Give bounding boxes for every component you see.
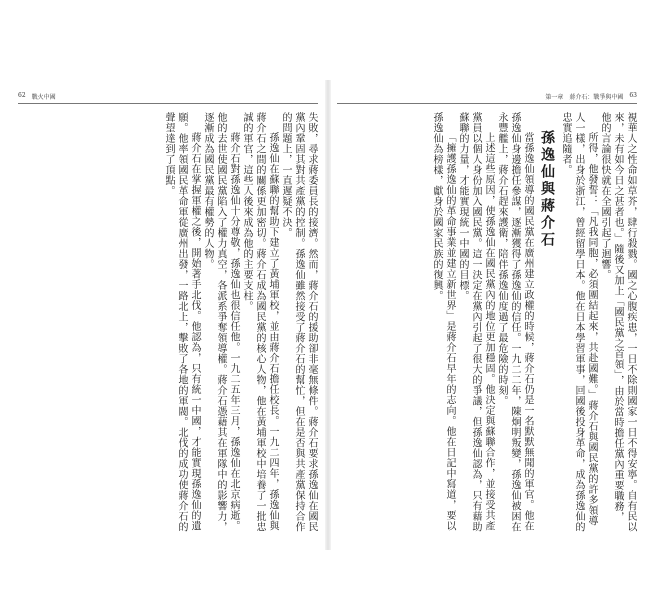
right-page bbox=[337, 92, 637, 532]
left-paragraph-4: 蔣介石在掌握軍權之後，開始著手北伐。他認為，只有統一中國，才能實現孫逸仙的遺願。他率領國民革命軍從廣州出發，一路北上，擊敗了各地的軍閥。北伐的成功使蔣介石的聲望達到了頂點。 bbox=[163, 112, 200, 532]
left-page-header bbox=[18, 92, 318, 106]
right-page-body bbox=[337, 112, 637, 532]
left-page-body bbox=[18, 112, 318, 532]
right-header-rule bbox=[337, 103, 637, 104]
section-paragraph-1: 當孫逸仙領導的國民黨在廣州建立政權的時候，蔣介石仍是一名默默無聞的軍官。他在孫逸仙身邊擔任參謀，逐漸獲得了孫逸仙的信任。一九二二年，陳炯明叛變，孫逸仙被困在永豐艦上，蔣介石趕來護衛，陪伴孫逸仙度過了最危險的時刻。 bbox=[496, 112, 533, 532]
left-page bbox=[18, 92, 318, 532]
left-page-number: 62 bbox=[18, 92, 26, 99]
right-running-title: 第一章 蔣介石：戰爭與中國 bbox=[545, 94, 624, 101]
right-page-header bbox=[337, 92, 637, 106]
left-header-rule bbox=[18, 103, 318, 104]
left-running-title: 戰火中國 bbox=[31, 94, 56, 101]
section-paragraph-2: 上述這些原因，使孫逸仙在國民黨內的地位更加穩固。他決定與蘇聯合作，並接受共產黨員以個人身份加入國民黨。這一決定在黨內引起了很大的爭議，但孫逸仙認為，只有藉助蘇聯的力量，才能實現統一中國的目標。 bbox=[457, 112, 494, 532]
right-paragraph-1: 視華人之性命如草芥，肆行殺戮。國之心腹疾患，一日不除則國家一日不得安寧。自有民以來，未有如今日之甚者也。」隨後又加上「國民黨之首領」，由於當時擔任黨內重要職務，他的言論很快就在全國引起了迴響。 bbox=[599, 112, 636, 532]
left-paragraph-3: 蔣介石對孫逸仙十分尊敬，孫逸仙也很信任他。一九二五年三月，孫逸仙在北京病逝。他的去世使國民黨陷入了權力真空，各派系爭奪領導權。蔣介石憑藉其在軍隊中的影響力，逐漸成為國民黨最有權勢的人物。 bbox=[202, 112, 239, 532]
right-paragraph-2: 所得，他發誓：「凡我同胞，必須團結起來，共赴國難。」蔣介石與國民黨的許多領導人一樣，出身於浙江，曾經留學日本。他在日本學習軍事，回國後投身革命，成為孫逸仙的忠實追隨者。 bbox=[560, 112, 597, 532]
left-paragraph-1: 失敗，尋求蔣委員長的接濟。然而，蔣介石的援助卻非毫無條件。蔣介石要求孫逸仙在國民黨內鞏固其對共產黨的控制。孫逸仙雖然接受了蔣介石的幫忙，但在是否與共產黨保持合作的問題上，一直遲疑不決。 bbox=[280, 112, 317, 532]
section-paragraph-3: 「擁護孫逸仙的革命事業並建立新世界」是蔣介石早年的志向。他在日記中寫道，要以孫逸仙為榜樣，獻身於國家民族的復興。 bbox=[431, 112, 455, 531]
left-paragraph-2: 孫逸仙在蘇聯的幫助下建立了黃埔軍校，並由蔣介石擔任校長。一九二四年，孫逸仙與蔣介石之間的關係更加密切。蔣介石成為國民黨的核心人物，他在黃埔軍校中培養了一批忠誠的軍官，這些人後來成為他的主要支柱。 bbox=[241, 112, 278, 532]
section-title: 孫逸仙與蔣介石 bbox=[539, 130, 555, 249]
right-page-number: 63 bbox=[629, 92, 637, 99]
book-gutter bbox=[325, 80, 331, 550]
